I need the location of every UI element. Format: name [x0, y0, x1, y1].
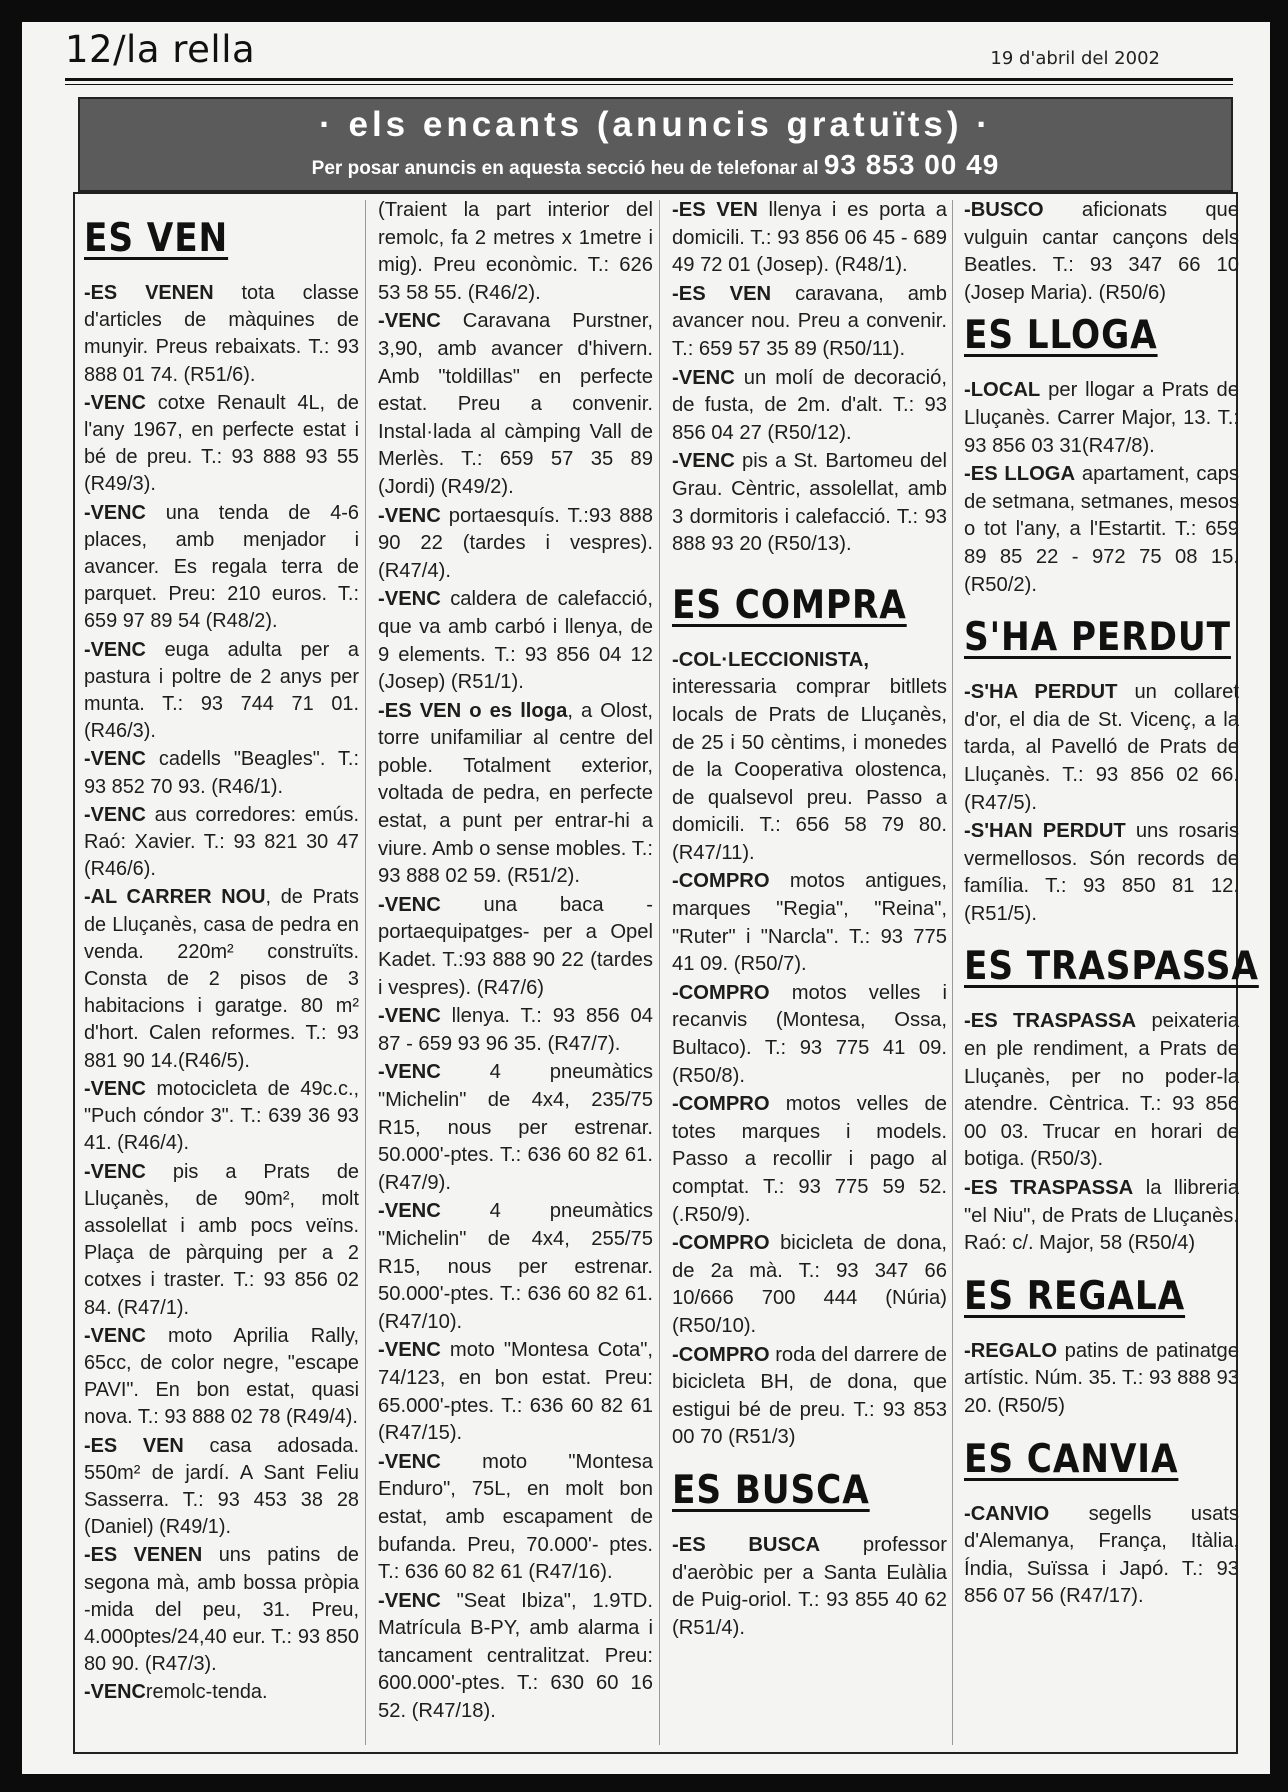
classified-ad	[964, 679, 1239, 817]
ad-text: (Traient la part interior del remolc, fa 2 metres x 1metre i mig). Preu econòmic. T.: 626 53 58 55. (R46/2).	[378, 199, 653, 304]
classified-ad	[672, 1532, 947, 1642]
ad-text: bicicleta de dona, de 2a mà. T.: 93 347 66 10/666 700 444 (Núria) (R50/10).	[672, 1232, 947, 1337]
classified-ad	[378, 1198, 653, 1336]
column-divider	[365, 200, 366, 1745]
banner-instructions: Per posar anuncis en aquesta secció heu de telefonar al	[311, 158, 819, 179]
ad-text: tota classe d'articles de màquines de munyir. Preus rebaixats. T.: 93 888 01 74. (R51/6).	[84, 282, 359, 386]
ad-text: professor d'aeròbic per a Santa Eulàlia de Puig-oriol. T.: 93 855 40 62 (R51/4).	[672, 1533, 947, 1639]
section-heading-es-compra: ES COMPRA	[672, 582, 907, 628]
section-heading-es-lloga: ES LLOGA	[964, 313, 1158, 359]
issue-date: 19 d'abril del 2002	[990, 48, 1160, 69]
ad-text: llenya. T.: 93 856 04 87 - 659 93 96 35. (R47/7).	[378, 1005, 653, 1055]
section-heading-es-busca: ES BUSCA	[672, 1467, 870, 1513]
ad-lead: -ES VEN	[84, 1434, 184, 1457]
ad-lead: -LOCAL	[964, 379, 1041, 402]
section-heading-es-traspassa: ES TRASPASSA	[964, 944, 1259, 990]
ad-text: moto Aprilia Rally, 65cc, de color negre, "escape PAVI". En bon estat, quasi nova. T.: 93 888 02 78 (R49/4).	[84, 1324, 359, 1429]
header-rule	[65, 78, 1233, 81]
ad-lead: -S'HA PERDUT	[964, 681, 1118, 704]
classified-ad	[378, 698, 653, 891]
ad-text: una baca -portaequipatges- per a Opel Kadet. T.:93 888 90 22 (tardes i vespres). (R47/6)	[378, 893, 653, 999]
classified-ad	[378, 1337, 653, 1447]
banner-phone: 93 853 00 49	[823, 149, 1000, 180]
ad-text: motos velles i recanvis (Montesa, Ossa, Bultaco). T.: 93 775 41 09.(R50/8).	[672, 981, 947, 1087]
ad-lead: -VENC	[84, 501, 146, 524]
classified-ad	[964, 1338, 1239, 1421]
ad-text: "Seat Ibiza", 1.9TD. Matrícula B-PY, amb alarma i tancament centralitzat. Preu: 600.000'-ptes. T.: 630 60 16 52. (R47/18).	[378, 1589, 653, 1723]
ad-text: Caravana Purstner, 3,90, amb avancer d'hivern. Amb "toldillas" en perfecte estat. Preu a convenir. Instal·lada al càmping Vall de Merlès. T.: 659 57 35 89 (Jordi) (R49/2).	[378, 310, 653, 498]
ad-text: llenya i es porta a domicili. T.: 93 856 06 45 - 689 49 72 01 (Josep). (R48/1).	[672, 199, 947, 277]
ad-lead: -VENC	[84, 391, 146, 414]
ad-text: , a Olost, torre unifamiliar al centre del poble. Totalment exterior, voltada de pedra, en perfecte estat, a punt per entrar-hi a viure. Amb o sense mobles. T.: 93 888 02 59. (R51/2).	[378, 699, 653, 888]
ad-text: interessaria comprar bitllets locals de Prats de Lluçanès, de 25 i 50 cèntims, i monedes de la Cooperativa olostenca, de qualsevol preu. Passo a domicili. T.: 656 58 79 80. (R47/11).	[672, 676, 947, 864]
ad-lead: -VENC	[378, 1339, 441, 1362]
classified-ad	[378, 586, 653, 696]
classified-ad	[964, 818, 1239, 928]
ad-list	[964, 1501, 1239, 1611]
ad-text: motos antigues, marques "Regia", "Reina", "Ruter" i "Narcla". T.: 93 775 41 09. (R50/7).	[672, 870, 947, 976]
classified-ad	[964, 1501, 1239, 1611]
ad-lead: -ES BUSCA	[672, 1533, 821, 1556]
classified-ad	[84, 500, 359, 636]
ad-lead: -ES VEN	[672, 282, 772, 305]
classified-ad	[964, 1175, 1239, 1258]
classified-ad	[378, 503, 653, 586]
ad-text: per llogar a Prats de Lluçanès. Carrer Major, 13. T.: 93 856 03 31(R47/8).	[964, 379, 1239, 457]
ad-list	[964, 679, 1239, 928]
ad-text: moto "Montesa Cota", 74/123, en bon estat. Preu: 65.000'-ptes. T.: 636 60 82 61 (R47/15).	[378, 1339, 653, 1445]
ad-text: pis a Prats de Lluçanès, de 90m², molt assolellat i amb pocs veïns. Plaça de pàrquing per a 2 cotxes i traster. T.: 93 856 02 84. (R47/1).	[84, 1160, 359, 1319]
ad-lead: -VENC	[378, 1450, 441, 1473]
ad-lead: -VENC	[84, 1077, 146, 1100]
banner-title: · els encants (anuncis gratuïts) ·	[319, 105, 992, 144]
ad-text: aficionats que vulguin cantar cançons dels Beatles. T.: 93 347 66 10 (Josep Maria). (R50/6)	[964, 199, 1239, 304]
ad-text: patins de patinatge artístic. Núm. 35. T.: 93 888 93 20. (R50/5)	[964, 1339, 1239, 1417]
ad-text: portaesquís. T.:93 888 90 22 (tardes i vespres). (R47/4).	[378, 504, 653, 582]
ad-lead: -COL·LECCIONISTA,	[672, 648, 869, 671]
ad-list	[672, 1532, 947, 1642]
ad-list	[84, 280, 359, 1707]
classified-ad	[378, 308, 653, 501]
classified-ad	[84, 637, 359, 746]
ad-lead: -VENC	[378, 893, 441, 916]
classified-ad	[672, 647, 947, 868]
ad-text: caldera de calefacció, que va amb carbó i llenya, de 9 elements. T.: 93 856 04 12 (Josep) (R51/1).	[378, 588, 653, 694]
ad-list	[964, 197, 1239, 307]
ad-lead: -VENC	[84, 748, 146, 771]
classified-ad	[84, 1076, 359, 1158]
ad-text: casa adosada. 550m² de jardí. A Sant Feliu Sasserra. T.: 93 453 38 28 (Daniel) (R49/1).	[84, 1434, 359, 1539]
ad-lead: -AL CARRER NOU	[84, 886, 266, 909]
classified-ad	[672, 980, 947, 1090]
classified-ad	[84, 1159, 359, 1322]
classified-ad	[672, 1230, 947, 1340]
ad-list	[964, 1008, 1239, 1257]
ad-text: remolc-tenda.	[145, 1681, 268, 1704]
column-divider	[952, 200, 953, 1745]
ad-lead: -VENC	[378, 1061, 441, 1084]
classified-ad	[378, 1059, 653, 1197]
ad-text: apartament, caps de setmana, setmanes, mesos o tot l'any, a l'Estartit. T.: 659 89 85 22 - 972 75 08 15. (R50/2).	[964, 463, 1239, 596]
ad-text: cotxe Renault 4L, de l'any 1967, en perfecte estat i bé de preu. T.: 93 888 93 55 (R49/3).	[84, 391, 359, 496]
ad-lead: -VENC	[378, 310, 441, 333]
ad-list	[672, 197, 947, 559]
header-rule-thin	[65, 84, 1233, 85]
ad-lead: -VENC	[672, 366, 735, 389]
ad-text: peixateria en ple rendiment, a Prats de Lluçanès, per no poder-la atendre. Cèntrica. T.: 93 856 00 03. Trucar en horari de botiga. (R50/3).	[964, 1010, 1239, 1171]
ad-lead: -VENC	[84, 1681, 146, 1704]
ad-lead: -ES TRASPASSA	[964, 1010, 1137, 1033]
ad-text: un collaret d'or, el dia de St. Vicenç, a la tarda, al Pavelló de Prats de Lluçanès. T.: 93 856 02 66. (R47/5).	[964, 681, 1239, 814]
ad-lead: -COMPRO	[672, 981, 770, 1004]
ad-lead: -S'HAN PERDUT	[964, 820, 1126, 843]
ad-lead: -VENC	[84, 803, 146, 826]
classified-ad	[378, 1003, 653, 1058]
ad-lead: -ES TRASPASSA	[964, 1177, 1134, 1200]
ad-lead: -ES VEN o es lloga	[378, 699, 568, 722]
ad-list	[964, 1338, 1239, 1421]
column-2	[378, 197, 653, 1727]
ad-text: la llibreria "el Niu", de Prats de Lluçanès. Raó: c/. Major, 58 (R50/4)	[964, 1177, 1239, 1255]
classified-ad	[378, 197, 653, 307]
ad-text: 4 pneumàtics "Michelin" de 4x4, 255/75 R15, nous per estrenar. 50.000'-ptes. T.: 636 60 82 61. (R47/10).	[378, 1200, 653, 1333]
ad-lead: -CANVIO	[964, 1502, 1050, 1525]
classified-ad	[672, 281, 947, 364]
ad-lead: -VENC	[378, 504, 441, 527]
ad-text: segells usats d'Alemanya, França, Itàlia, Índia, Suïssa i Japó. T.: 93 856 07 56 (R47/17).	[964, 1502, 1239, 1608]
ad-text: motos velles de totes marques i models. Passo a recollir i pago al comptat. T.: 93 775 59 52. (.R50/9).	[672, 1093, 947, 1226]
classified-ad	[84, 802, 359, 884]
column-4	[964, 197, 1259, 1612]
ad-list	[378, 197, 653, 1726]
ad-text: un molí de decoració, de fusta, de 2m. d'alt. T.: 93 856 04 27 (R50/12).	[672, 366, 947, 444]
ad-lead: -VENC	[84, 1324, 146, 1347]
classified-ad	[672, 448, 947, 558]
ad-text: pis a St. Bartomeu del Grau. Cèntric, assolellat, amb 3 dormitoris i calefacció. T.: 93 888 93 20 (R50/13).	[672, 450, 947, 556]
ad-lead: -COMPRO	[672, 1232, 770, 1255]
ad-text: , de Prats de Lluçanès, casa de pedra en venda. 220m² construïts. Consta de 2 pisos de 3 habitacions i garatge. 80 m² d'hort. Calen reformes. T.: 93 881 90 14.(R46/5).	[84, 886, 359, 1072]
ad-lead: -VENC	[378, 1589, 441, 1612]
ad-lead: -COMPRO	[672, 1343, 770, 1366]
classified-ad	[378, 1588, 653, 1726]
classified-ad	[964, 197, 1239, 307]
ad-lead: -VENC	[84, 1160, 146, 1183]
section-banner	[78, 97, 1233, 192]
ad-text: aus corredores: emús. Raó: Xavier. T.: 93 821 30 47 (R46/6).	[84, 803, 359, 881]
classified-ad	[964, 1008, 1239, 1174]
classified-ad	[964, 377, 1239, 460]
classified-ad	[672, 1342, 947, 1452]
classified-ad	[84, 1542, 359, 1678]
classified-ad	[672, 365, 947, 448]
classified-ad	[84, 1679, 359, 1706]
classified-ad	[84, 1323, 359, 1432]
classified-ad	[84, 390, 359, 499]
ad-text: 4 pneumàtics "Michelin" de 4x4, 235/75 R15, nous per estrenar. 50.000'-ptes. T.: 636 60 82 61. (R47/9).	[378, 1061, 653, 1194]
ad-lead: -ES LLOGA	[964, 463, 1076, 486]
classified-ad	[378, 892, 653, 1002]
section-heading-es-canvia: ES CANVIA	[964, 1436, 1179, 1482]
ad-lead: -VENC	[378, 1200, 441, 1223]
ad-text: caravana, amb avancer nou. Preu a convenir. T.: 659 57 35 89 (R50/11).	[672, 282, 947, 360]
banner-subtitle	[80, 149, 1231, 181]
ad-lead: -ES VENEN	[84, 1544, 203, 1567]
section-heading-sha-perdut: S'HA PERDUT	[964, 615, 1231, 661]
classified-ad	[672, 197, 947, 280]
classified-ad	[672, 868, 947, 978]
section-heading-es-ven: ES VEN	[84, 216, 229, 261]
ad-text: una tenda de 4-6 places, amb menjador i avancer. Es regala terra de parquet. Preu: 210 euros. T.: 659 97 89 54 (R48/2).	[84, 501, 359, 633]
classified-ad	[84, 746, 359, 800]
ad-text: euga adulta per a pastura i poltre de 2 anys per munta. T.: 93 744 71 01. (R46/3).	[84, 638, 359, 743]
ad-lead: -VENC	[84, 638, 146, 661]
ad-text: roda del darrere de bicicleta BH, de dona, que estigui bé de preu. T.: 93 853 00 70 (R51/3)	[672, 1343, 947, 1449]
section-heading-es-regala: ES REGALA	[964, 1273, 1186, 1319]
column-3	[672, 197, 947, 1643]
ad-lead: -VENC	[378, 588, 441, 611]
ad-lead: -VENC	[672, 450, 735, 473]
ad-text: cadells "Beagles". T.: 93 852 70 93. (R46/1).	[84, 748, 359, 798]
ad-lead: -VENC	[378, 1005, 441, 1028]
ad-lead: -COMPRO	[672, 870, 770, 893]
page-number-title: 12/la rella	[65, 28, 256, 71]
ad-lead: -REGALO	[964, 1339, 1058, 1362]
classified-ad	[84, 280, 359, 389]
classified-ad	[378, 1449, 653, 1587]
ad-lead: -ES VENEN	[84, 282, 214, 304]
ad-text: motocicleta de 49c.c., "Puch cóndor 3". T.: 639 36 93 41. (R46/4).	[84, 1077, 359, 1155]
column-divider	[659, 200, 660, 1745]
classified-ad	[84, 884, 359, 1074]
ad-lead: -COMPRO	[672, 1093, 770, 1116]
ad-text: uns rosaris vermellosos. Són records de família. T.: 93 850 81 12. (R51/5).	[964, 820, 1239, 925]
ad-list	[964, 377, 1239, 599]
classified-ad	[672, 1091, 947, 1229]
column-1	[84, 200, 359, 1708]
classified-ad	[84, 1433, 359, 1542]
classified-ad	[964, 461, 1239, 599]
ad-text: uns patins de segona mà, amb bossa pròpia -mida del peu, 31. Preu, 4.000ptes/24,40 eur. T.: 93 850 80 90. (R47/3).	[84, 1544, 359, 1676]
ad-lead: -ES VEN	[672, 199, 758, 221]
ad-list	[672, 647, 947, 1452]
ad-lead: -BUSCO	[964, 199, 1044, 221]
ad-text: moto "Montesa Enduro", 75L, en molt bon estat, amb escapament de bufanda. Preu, 70.000'- ptes. T.: 636 60 82 61 (R47/16).	[378, 1450, 653, 1584]
